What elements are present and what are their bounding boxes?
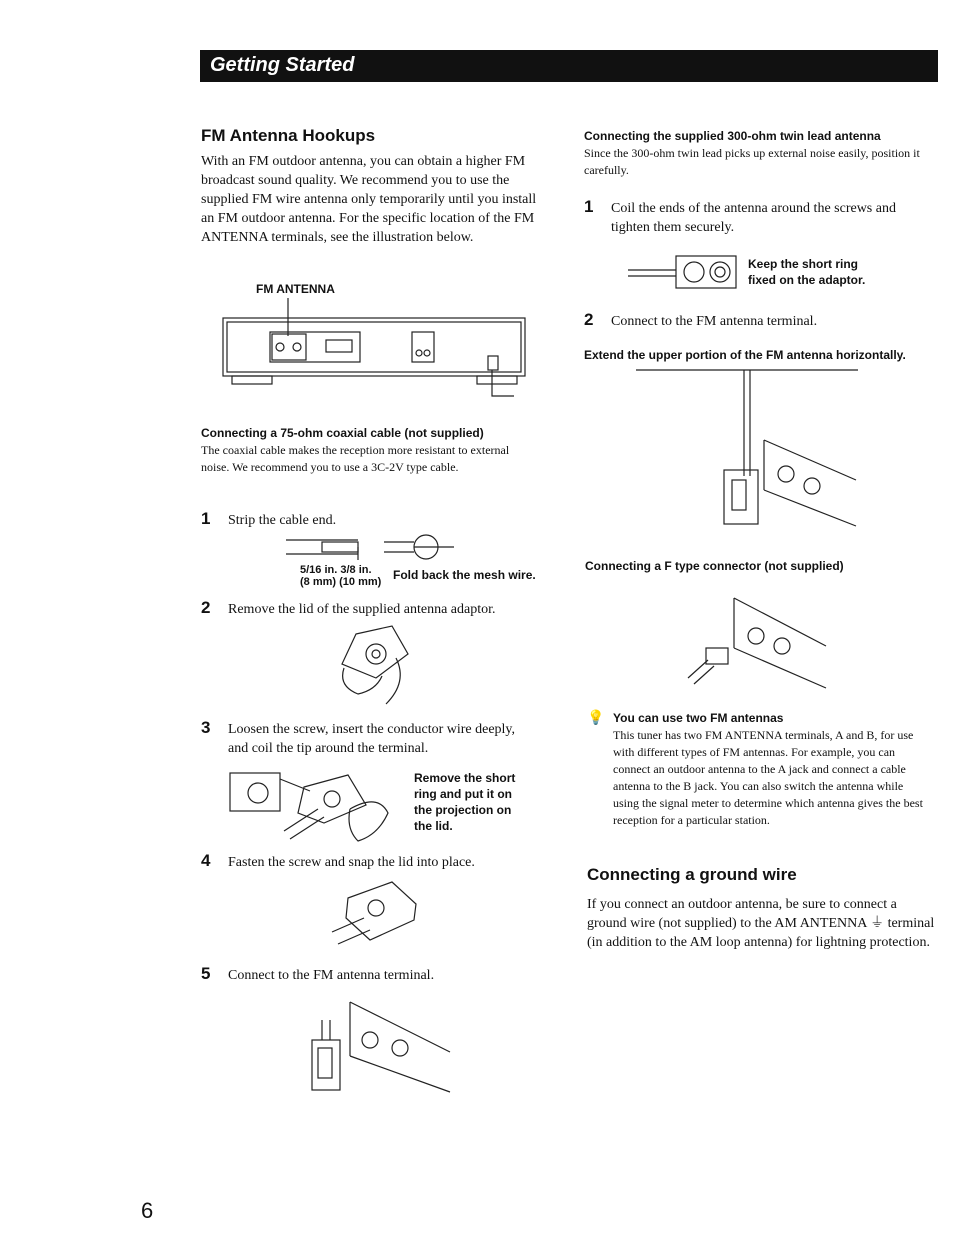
ground-heading: Connecting a ground wire	[587, 865, 797, 884]
page-number: 6	[141, 1198, 154, 1223]
ground-body: If you connect an outdoor antenna, be sure to connect a ground wire (not supplied) to the AM ANTENNA ⏚ terminal (in addition to the AM loop antenna) for lightning protection.	[587, 897, 935, 950]
twinlead-body: Since the 300-ohm twin lead picks up external noise easily, position it carefully.	[584, 146, 920, 177]
twinlead-step-1-text: Coil the ends of the antenna around the screws and tighten them securely.	[611, 201, 896, 235]
fm-antenna-heading: FM Antenna Hookups	[201, 126, 376, 145]
extend-caption: Extend the upper portion of the FM antenna horizontally.	[584, 348, 906, 362]
twinlead-connect-illustration	[636, 366, 860, 530]
strip-dims-mm: (8 mm) (10 mm)	[300, 576, 382, 588]
coax-body: The coaxial cable makes the reception more resistant to external noise. We recommend you to use a 3C-2V type cable.	[201, 443, 510, 474]
coax-step-3-text: Loosen the screw, insert the conductor wire deeply, and coil the tip around the terminal.	[228, 722, 516, 756]
coax-step-4-text: Fasten the screw and snap the lid into place.	[228, 855, 475, 870]
cable-strip-illustration	[286, 530, 456, 568]
twinlead-heading: Connecting the supplied 300-ohm twin lead antenna	[584, 129, 881, 143]
coax-connect-terminal-illustration	[308, 1000, 454, 1094]
ftype-heading: Connecting a F type connector (not supplied)	[585, 559, 844, 573]
tip-body: This tuner has two FM ANTENNA terminals, A and B, for use with different types of FM antennas. For example, you can connect an outdoor antenna to the A jack and connect a cable antenna to the B jack. You can also switch the antenna while using the signal meter to determine which antenna gives the best reception for a particular station.	[613, 728, 923, 827]
twinlead-adaptor-illustration	[628, 254, 742, 292]
tuner-rear-panel-illustration	[222, 296, 528, 400]
twinlead-step-1-number: 1	[584, 197, 594, 216]
keep-ring-caption: Keep the short ring fixed on the adaptor.	[748, 257, 866, 287]
strip-dimensions	[300, 564, 381, 588]
snap-lid-illustration	[330, 878, 420, 952]
tip-icon: 💡	[587, 711, 605, 726]
coax-step-2-number: 2	[201, 598, 211, 617]
coax-step-2-text: Remove the lid of the supplied antenna adaptor.	[228, 602, 496, 617]
section-banner	[200, 50, 938, 82]
fold-caption: Fold back the mesh wire.	[393, 568, 536, 582]
section-title: Getting Started	[210, 54, 355, 76]
fm-antenna-label: FM ANTENNA	[256, 282, 335, 296]
coax-step-1-number: 1	[201, 509, 211, 528]
coax-step-5-number: 5	[201, 964, 211, 983]
twinlead-step-2-number: 2	[584, 310, 594, 329]
twinlead-step-2-text: Connect to the FM antenna terminal.	[611, 314, 818, 329]
adaptor-lid-illustration	[336, 624, 416, 706]
strip-dims-inches: 5/16 in. 3/8 in.	[300, 564, 372, 576]
coax-step-4-number: 4	[201, 851, 211, 870]
tip-heading: You can use two FM antennas	[613, 711, 784, 725]
coax-heading: Connecting a 75-ohm coaxial cable (not supplied)	[201, 426, 484, 440]
ftype-connector-illustration	[686, 596, 830, 690]
coax-step-1-text: Strip the cable end.	[228, 513, 337, 528]
insert-wire-illustration	[228, 765, 408, 847]
coax-step-5-text: Connect to the FM antenna terminal.	[228, 968, 435, 983]
coax-step-3-number: 3	[201, 718, 211, 737]
remove-ring-caption: Remove the short ring and put it on the projection on the lid.	[414, 771, 516, 833]
fm-intro-text: With an FM outdoor antenna, you can obtain a higher FM broadcast sound quality. We recommend you to use the supplied FM wire antenna only temporarily until you install an FM outdoor antenna. For the specific location of the FM ANTENNA terminals, see the illustration below.	[201, 154, 537, 245]
